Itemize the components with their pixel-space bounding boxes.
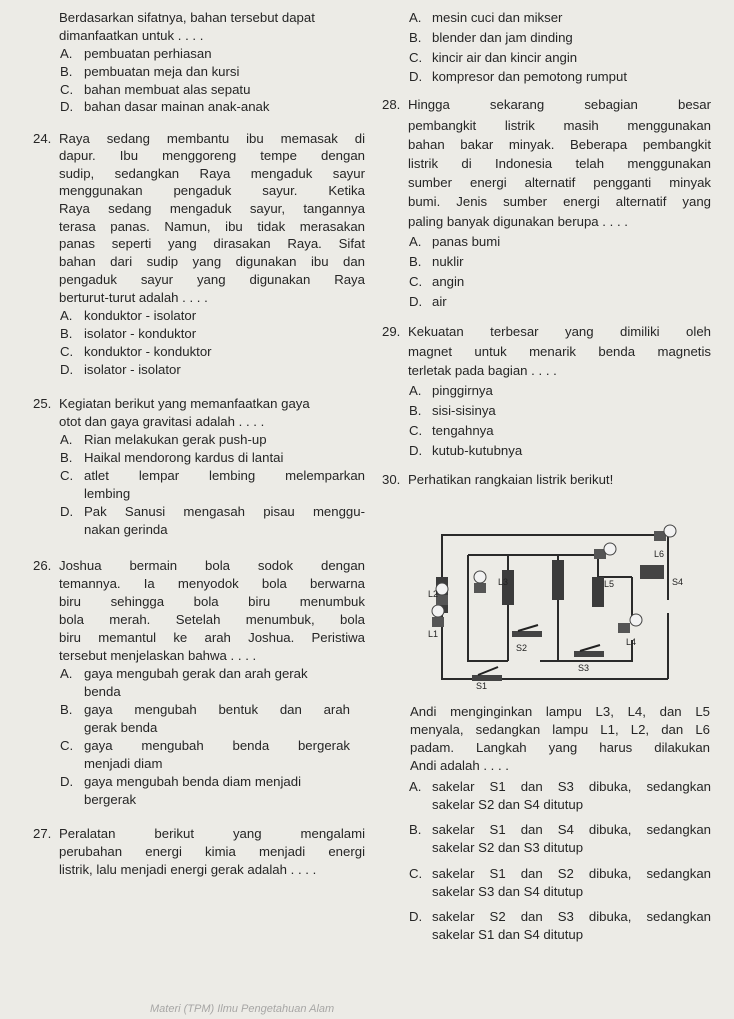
q30-option-a-key[interactable]: A.: [409, 779, 422, 794]
q29-option-d-key[interactable]: D.: [409, 443, 423, 458]
q25-option-c-text-cont: lembing: [84, 486, 131, 501]
q29-option-d-text: kutub-kutubnya: [432, 443, 523, 458]
label-l6: L6: [654, 549, 665, 559]
q30-after-line: Andi adalah . . . .: [410, 758, 509, 773]
q26-option-c-text-cont: menjadi diam: [84, 756, 163, 771]
q28-stem-line: Hingga sekarang sebagian besar: [408, 97, 711, 112]
q24-option-d-text: isolator - isolator: [84, 362, 181, 377]
q30-stem: Perhatikan rangkaian listrik berikut!: [408, 472, 614, 487]
battery-middle: [502, 570, 514, 605]
q23-option-c-text: bahan membuat alas sepatu: [84, 82, 251, 97]
lamp-l3: [474, 571, 486, 593]
label-s3: S3: [578, 663, 590, 673]
q26-option-d-text: gaya mengubah benda diam menjadi: [84, 774, 302, 789]
q23-option-d-text: kompresor dan pemotong rumput: [432, 69, 627, 84]
q28-stem-line: paling banyak digunakan berupa . . . .: [408, 214, 628, 229]
q23-option-a-key[interactable]: A.: [60, 46, 73, 61]
q25-number: 25.: [33, 396, 52, 411]
q30-option-d-line1: sakelar S2 dan S3 dibuka, sedangkan: [432, 909, 711, 924]
switch-s3: [574, 645, 604, 657]
q26-option-b-text-cont: gerak benda: [84, 720, 158, 735]
q24-stem-line: dapur. Ibu menggoreng tempe dengan: [59, 148, 365, 163]
q23-stem-line: Berdasarkan sifatnya, bahan tersebut dapat: [59, 10, 315, 25]
switch-s4: [640, 565, 664, 579]
q23-option-a-text: pembuatan perhiasan: [84, 46, 212, 61]
page-footer: Materi (TPM) Ilmu Pengetahuan Alam: [150, 1003, 335, 1015]
q24-number: 24.: [33, 131, 52, 146]
q30-after-line: menyala, sedangkan lampu L1, L2, dan L6: [410, 722, 710, 737]
q23-option-b-key[interactable]: B.: [409, 30, 422, 45]
q30-option-d-key[interactable]: D.: [409, 909, 423, 924]
q26-option-b-text: gaya mengubah bentuk dan arah: [84, 702, 350, 717]
circuit-diagram: [408, 505, 718, 690]
q24-option-a-key[interactable]: A.: [60, 308, 73, 323]
q29-number: 29.: [382, 324, 401, 339]
q26-stem-line: biru sehingga bola biru menumbuk: [59, 594, 365, 609]
q23-option-a-text: mesin cuci dan mikser: [432, 10, 563, 25]
q30-option-a-line2: sakelar S2 dan S4 ditutup: [432, 797, 584, 812]
q30-number: 30.: [382, 472, 401, 487]
q25-option-a-text: Rian melakukan gerak push-up: [84, 432, 267, 447]
q23-option-d-text: bahan dasar mainan anak-anak: [84, 99, 270, 114]
q27-number: 27.: [33, 826, 52, 841]
q28-option-c-key[interactable]: C.: [409, 274, 423, 289]
q23-option-c-key[interactable]: C.: [409, 50, 423, 65]
label-s2: S2: [516, 643, 528, 653]
q25-option-b-text: Haikal mendorong kardus di lantai: [84, 450, 284, 465]
q26-stem-line: Joshua bermain bola sodok dengan: [59, 558, 365, 573]
circuit-wire-inner-bottom: [540, 640, 632, 661]
q30-after-line: padam. Langkah yang harus dilakukan: [410, 740, 710, 755]
q28-stem-line: listrik di Indonesia telah menggunakan: [408, 156, 711, 171]
q24-option-a-text: konduktor - isolator: [84, 308, 197, 323]
q28-number: 28.: [382, 97, 401, 112]
q26-stem-line: bola merah. Setelah menumbuk, bola: [59, 612, 365, 627]
q26-option-b-key[interactable]: B.: [60, 702, 73, 717]
q29-option-b-text: sisi-sisinya: [432, 403, 496, 418]
q26-stem-line: temannya. Ia menyodok bola berwarna: [59, 576, 365, 591]
q29-option-a-text: pinggirnya: [432, 383, 493, 398]
q24-stem-line: panas seperti yang dirasakan Raya. Sifat: [59, 236, 365, 251]
lamp-l4: [618, 614, 642, 633]
q30-after-line: Andi menginginkan lampu L3, L4, dan L5: [410, 704, 710, 719]
q29-option-b-key[interactable]: B.: [409, 403, 422, 418]
q30-option-b-line2: sakelar S2 dan S3 ditutup: [432, 840, 584, 855]
lamp-l6: [654, 525, 676, 541]
q26-option-a-text: gaya mengubah gerak dan arah gerak: [84, 666, 308, 681]
q28-stem-line: bahan bakar minyak. Beberapa pembangkit: [408, 137, 711, 152]
q24-option-c-key[interactable]: C.: [60, 344, 74, 359]
q24-option-d-key[interactable]: D.: [60, 362, 74, 377]
q23-option-c-key[interactable]: C.: [60, 82, 74, 97]
q26-option-d-text-cont: bergerak: [84, 792, 137, 807]
q23-option-b-key[interactable]: B.: [60, 64, 73, 79]
q29-option-a-key[interactable]: A.: [409, 383, 422, 398]
label-l5: L5: [604, 579, 615, 589]
q24-option-b-text: isolator - konduktor: [84, 326, 197, 341]
q26-stem-line: biru memantul ke arah Joshua. Peristiwa: [59, 630, 365, 645]
q26-option-c-key[interactable]: C.: [60, 738, 74, 753]
q28-option-b-key[interactable]: B.: [409, 254, 422, 269]
q24-option-c-text: konduktor - konduktor: [84, 344, 212, 359]
q28-option-d-text: air: [432, 294, 447, 309]
q29-stem-line: terletak pada bagian . . . .: [408, 363, 557, 378]
label-s4: S4: [672, 577, 684, 587]
q24-stem-line: pengaduk sayur yang digunakan Raya: [59, 272, 365, 287]
q24-stem-line: bahan dari sudip yang digunakan ibu dan: [59, 254, 365, 269]
q26-number: 26.: [33, 558, 52, 573]
q28-stem-line: pembangkit listrik masih menggunakan: [408, 118, 711, 133]
q30-option-b-key[interactable]: B.: [409, 822, 422, 837]
q28-option-d-key[interactable]: D.: [409, 294, 423, 309]
q30-option-a-line1: sakelar S1 dan S3 dibuka, sedangkan: [432, 779, 711, 794]
q26-stem-line: tersebut menjelaskan bahwa . . . .: [59, 648, 257, 663]
label-l3: L3: [498, 577, 509, 587]
q28-stem-line: bumi. Jenis sumber energi alternatif yang: [408, 194, 711, 209]
q24-stem-line: terasa panas. Namun, ibu tidak merasakan: [59, 219, 365, 234]
battery-far-right: [592, 577, 604, 607]
switch-s2: [512, 625, 542, 637]
battery-right: [552, 560, 564, 600]
q24-stem-line: sudip, sedangkan Raya mengaduk sayur: [59, 166, 365, 181]
circuit-wire-left: [442, 613, 478, 679]
label-l2: L2: [428, 589, 439, 599]
q28-option-b-text: nuklir: [432, 254, 464, 269]
q23-option-d-key[interactable]: D.: [409, 69, 423, 84]
q27-stem-line: Peralatan berikut yang mengalami: [59, 826, 365, 841]
q24-stem-line: berturut-turut adalah . . . .: [59, 290, 208, 305]
q25-option-d-text-cont: nakan gerinda: [84, 522, 168, 537]
q28-option-a-text: panas bumi: [432, 234, 501, 249]
q28-option-c-text: angin: [432, 274, 465, 289]
q26-option-a-text-cont: benda: [84, 684, 121, 699]
label-l4: L4: [626, 637, 637, 647]
circuit-wire-inner-top: [468, 555, 598, 577]
q30-option-c-line1: sakelar S1 dan S2 dibuka, sedangkan: [432, 866, 711, 881]
label-s1: S1: [476, 681, 488, 690]
q25-option-c-text: atlet lempar lembing melemparkan: [84, 468, 365, 483]
q30-option-b-line1: sakelar S1 dan S4 dibuka, sedangkan: [432, 822, 711, 837]
q25-option-d-text: Pak Sanusi mengasah pisau menggu-: [84, 504, 365, 519]
q26-option-c-text: gaya mengubah benda bergerak: [84, 738, 350, 753]
q25-option-d-key[interactable]: D.: [60, 504, 74, 519]
q28-option-a-key[interactable]: A.: [409, 234, 422, 249]
q27-stem-line: listrik, lalu menjadi energi gerak adalah . . . .: [59, 862, 317, 877]
q30-option-d-line2: sakelar S1 dan S4 ditutup: [432, 927, 584, 942]
q25-stem-line: otot dan gaya gravitasi adalah . . . .: [59, 414, 265, 429]
q27-stem-line: perubahan energi kimia menjadi energi: [59, 844, 365, 859]
q23-stem-line: dimanfaatkan untuk . . . .: [59, 28, 204, 43]
q24-stem-line: Raya sedang membantu ibu memasak di: [59, 131, 365, 146]
q29-option-c-text: tengahnya: [432, 423, 494, 438]
q26-option-d-key[interactable]: D.: [60, 774, 74, 789]
q25-stem-line: Kegiatan berikut yang memanfaatkan gaya: [59, 396, 310, 411]
q30-option-c-line2: sakelar S3 dan S4 ditutup: [432, 884, 584, 899]
q25-option-a-key[interactable]: A.: [60, 432, 73, 447]
q24-stem-line: menggunakan pengaduk sayur. Ketika: [59, 183, 365, 198]
q25-option-c-key[interactable]: C.: [60, 468, 74, 483]
q25-option-b-key[interactable]: B.: [60, 450, 73, 465]
q23-option-b-text: pembuatan meja dan kursi: [84, 64, 240, 79]
lamp-l5: [594, 543, 616, 559]
label-l1: L1: [428, 629, 439, 639]
q28-stem-line: sumber energi alternatif pengganti minyak: [408, 175, 711, 190]
q23-option-c-text: kincir air dan kincir angin: [432, 50, 578, 65]
q29-stem-line: Kekuatan terbesar yang dimiliki oleh: [408, 324, 711, 339]
q29-stem-line: magnet untuk menarik benda magnetis: [408, 344, 711, 359]
q29-option-c-key[interactable]: C.: [409, 423, 423, 438]
q30-option-c-key[interactable]: C.: [409, 866, 423, 881]
q23-option-d-key[interactable]: D.: [60, 99, 74, 114]
switch-s1: [472, 667, 502, 681]
q24-stem-line: Raya sedang mengaduk sayur, tangannya: [59, 201, 365, 216]
q26-option-a-key[interactable]: A.: [60, 666, 73, 681]
q24-option-b-key[interactable]: B.: [60, 326, 73, 341]
q23-option-a-key[interactable]: A.: [409, 10, 422, 25]
q23-option-b-text: blender dan jam dinding: [432, 30, 573, 45]
